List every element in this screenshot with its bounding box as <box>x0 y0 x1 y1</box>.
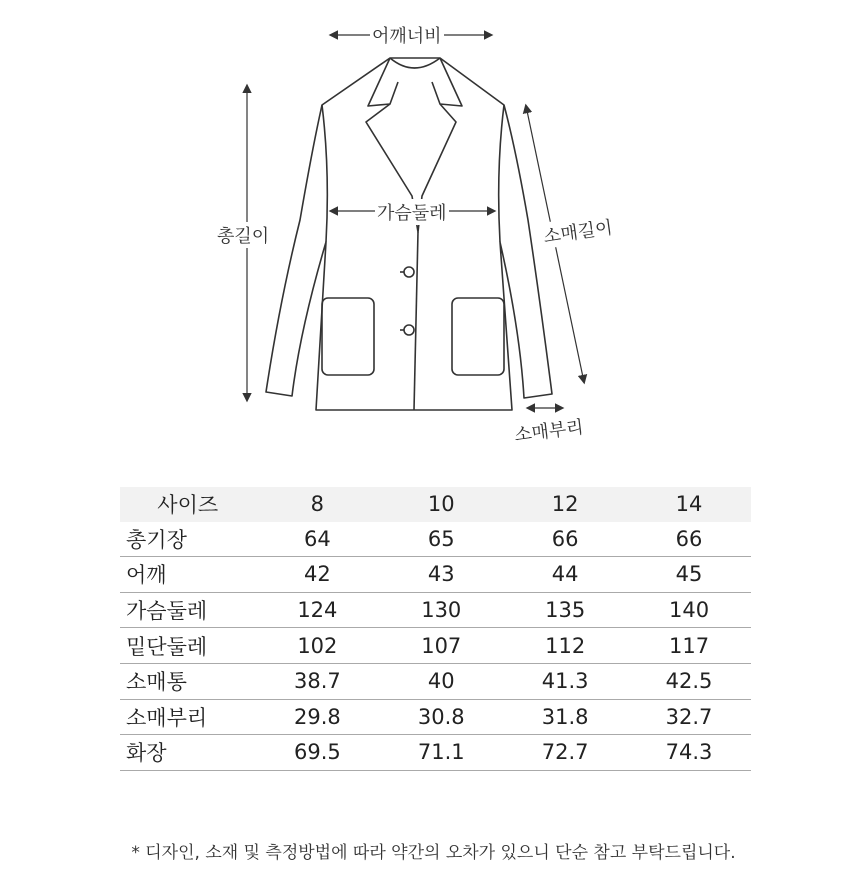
table-row <box>120 663 751 699</box>
row-label: 소매통 <box>126 670 187 695</box>
row-label: 소매부리 <box>126 705 208 730</box>
measurement-disclaimer: * 디자인, 소재 및 측정방법에 따라 약간의 오차가 있으니 단순 참고 부탁드립니다. <box>131 843 736 863</box>
size-header-8: 8 <box>310 492 325 517</box>
size-header-row <box>120 487 751 522</box>
table-cell: 102 <box>297 633 338 658</box>
size-header-label: 사이즈 <box>157 493 219 518</box>
size-header-14: 14 <box>675 492 703 517</box>
table-cell: 72.7 <box>541 740 589 765</box>
table-cell: 45 <box>675 562 703 587</box>
sleeve-length-label: 소매길이 <box>540 213 616 249</box>
table-cell: 64 <box>304 526 331 551</box>
table-cell: 44 <box>551 562 579 587</box>
table-cell: 43 <box>427 562 455 587</box>
table-cell: 130 <box>421 598 462 623</box>
sleeve-cuff-label: 소매부리 <box>511 413 587 448</box>
table-row <box>120 699 751 735</box>
table-cell: 140 <box>669 598 710 623</box>
table-cell: 117 <box>669 633 710 658</box>
size-table <box>120 487 751 771</box>
table-row <box>120 735 751 771</box>
table-row <box>120 592 751 628</box>
table-cell: 71.1 <box>417 740 465 765</box>
total-length-label: 총길이 <box>215 222 271 248</box>
size-header-12: 12 <box>551 492 579 517</box>
table-cell: 29.8 <box>293 704 341 729</box>
table-row <box>120 522 751 557</box>
table-cell: 41.3 <box>541 669 589 694</box>
table-cell: 31.8 <box>541 704 589 729</box>
table-cell: 32.7 <box>665 704 713 729</box>
table-cell: 42 <box>304 562 331 587</box>
table-cell: 38.7 <box>293 669 341 694</box>
row-label: 어깨 <box>126 563 167 588</box>
table-cell: 135 <box>545 598 586 623</box>
table-cell: 40 <box>427 669 455 694</box>
table-cell: 112 <box>545 633 586 658</box>
size-header-10: 10 <box>427 492 455 517</box>
table-cell: 74.3 <box>665 740 713 765</box>
table-cell: 42.5 <box>665 669 713 694</box>
table-row <box>120 557 751 593</box>
chest-label: 가슴둘레 <box>375 199 449 225</box>
table-row <box>120 628 751 664</box>
row-label: 가슴둘레 <box>126 599 208 624</box>
table-cell: 66 <box>675 526 703 551</box>
row-label: 밑단둘레 <box>126 634 208 659</box>
table-cell: 107 <box>421 633 462 658</box>
table-cell: 124 <box>297 598 338 623</box>
row-label: 화장 <box>126 741 167 766</box>
table-cell: 30.8 <box>417 704 465 729</box>
shoulder-width-label: 어깨너비 <box>370 22 444 48</box>
row-label: 총기장 <box>126 527 187 552</box>
table-cell: 69.5 <box>293 740 341 765</box>
table-cell: 65 <box>427 526 455 551</box>
table-cell: 66 <box>551 526 579 551</box>
